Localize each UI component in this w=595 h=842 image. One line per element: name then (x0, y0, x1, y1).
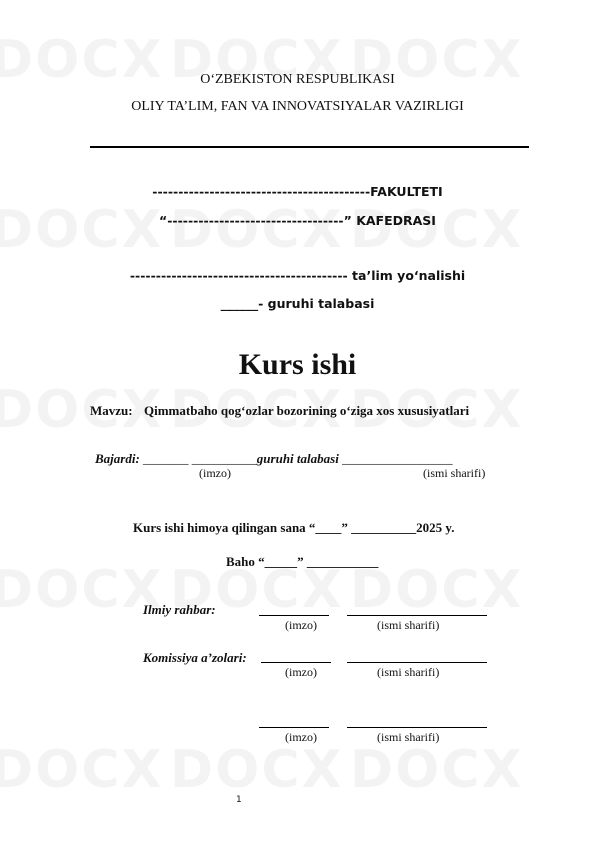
commission-signature-line-2 (259, 727, 329, 728)
page-number: 1 (236, 795, 242, 805)
supervisor-ismi: (ismi sharifi) (377, 618, 440, 632)
bajardi-imzo: (imzo) (199, 466, 231, 480)
commission-ismi-1: (ismi sharifi) (377, 665, 440, 679)
commission-imzo-2: (imzo) (285, 730, 317, 744)
direction-line: ------------------------------------------ ta’lim yo‘nalishi (129, 268, 466, 283)
group-line: ______- guruhi talabasi (220, 296, 375, 311)
document-title: Kurs ishi (238, 348, 357, 381)
commission-label: Komissiya a’zolari: (143, 650, 247, 665)
bajardi-blank-3: _________________ (342, 451, 453, 466)
watermark (350, 200, 524, 260)
bajardi-group: guruhi talabasi (256, 451, 339, 466)
supervisor-name-line (347, 615, 487, 616)
watermark (0, 740, 164, 800)
commission-imzo-1: (imzo) (285, 665, 317, 679)
bajardi-label: Bajardi: (95, 451, 140, 466)
bajardi-row (95, 451, 453, 467)
supervisor-label: Ilmiy rahbar: (143, 602, 216, 617)
ministry-country: O‘ZBEKISTON RESPUBLIKASI (200, 72, 395, 87)
watermark (0, 380, 164, 440)
commission-ismi-2: (ismi sharifi) (377, 730, 440, 744)
topic-label: Mavzu: (90, 403, 133, 418)
supervisor-imzo: (imzo) (285, 618, 317, 632)
faculty-line: ------------------------------------------FAKULTETI (152, 184, 443, 199)
defense-date: Kurs ishi himoya qilingan sana “____” __________2025 y. (133, 520, 455, 535)
watermark (0, 200, 164, 260)
department-line: “----------------------------------” KAFEDRASI (159, 213, 436, 228)
commission-signature-line-1 (261, 662, 331, 663)
supervisor-signature-line (259, 615, 329, 616)
watermark (350, 740, 524, 800)
bajardi-blank-1: _______ (143, 451, 189, 466)
bajardi-blank-2: __________ (191, 451, 257, 466)
topic-value: Qimmatbaho qog‘ozlar bozorining o‘ziga xos xususiyatlari (144, 403, 470, 418)
commission-name-line-1 (347, 662, 487, 663)
ministry-name: OLIY TA’LIM, FAN VA INNOVATSIYALAR VAZIRLIGI (131, 99, 464, 114)
commission-name-line-2 (347, 727, 487, 728)
watermark (0, 560, 164, 620)
header-rule (90, 146, 529, 148)
watermark (170, 740, 344, 800)
grade: Baho “_____” ___________ (226, 554, 379, 569)
bajardi-ismi: (ismi sharifi) (423, 466, 486, 480)
watermark (170, 200, 344, 260)
